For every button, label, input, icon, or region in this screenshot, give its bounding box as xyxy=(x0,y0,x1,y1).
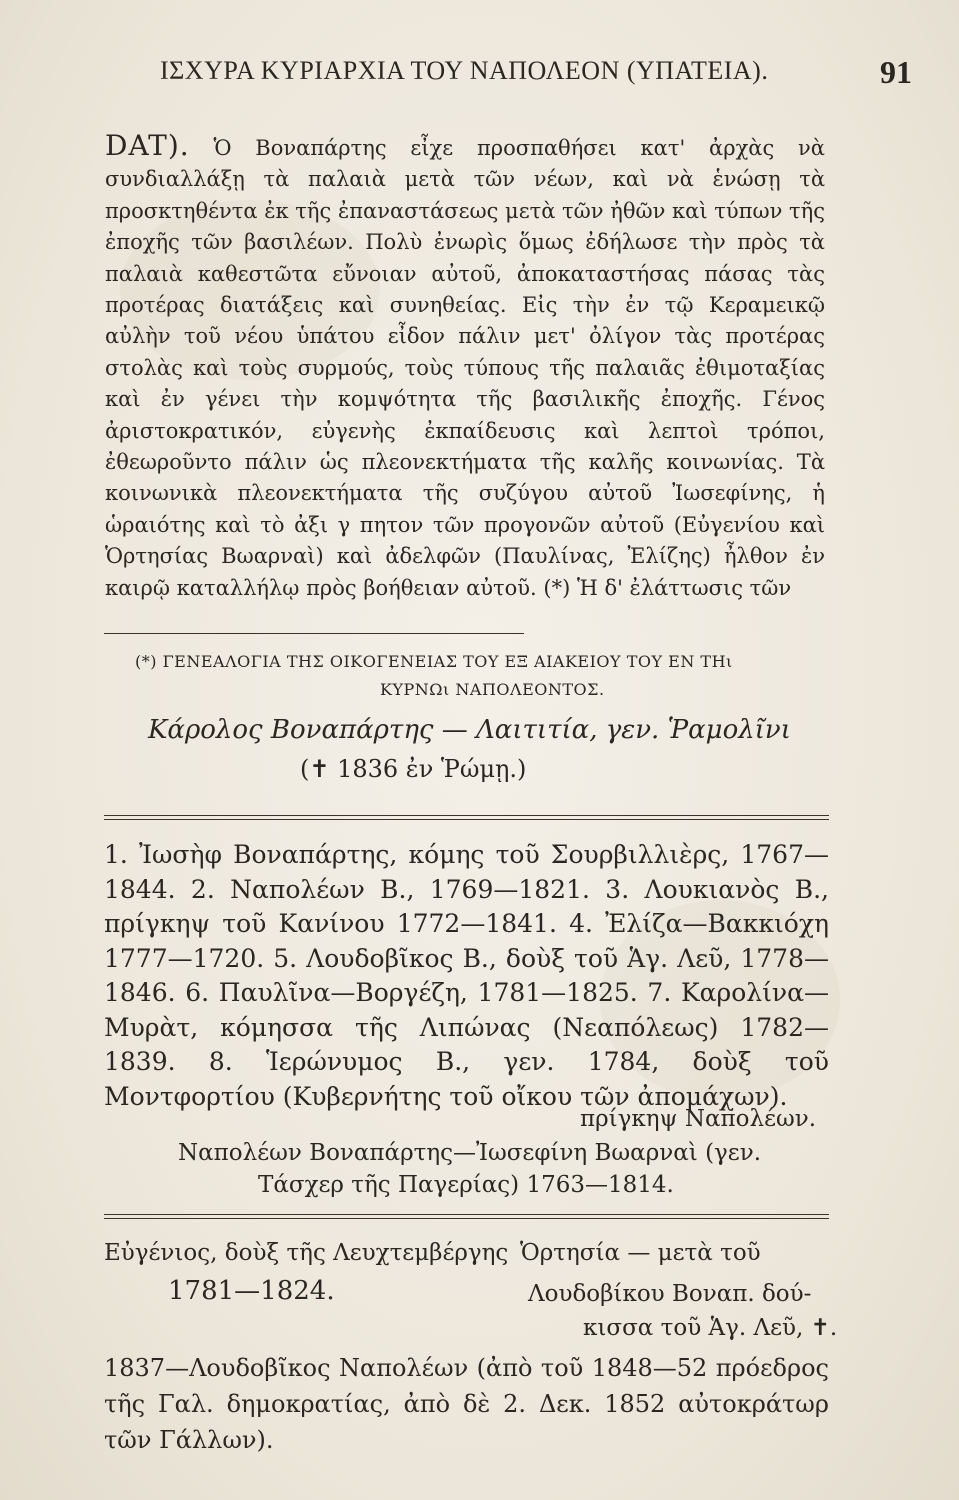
main-paragraph xyxy=(105,130,825,604)
paragraph-text: Ὁ Βοναπάρτης εἶχε προσπαθήσει κατ' ἀρχὰς νὰ συνδιαλλάξῃ τὰ παλαιὰ μετὰ τῶν νέων, καὶ νὰ ἑνώσῃ τὰ προσκτηθέντα ἐκ τῆς ἐπαναστάσεως μετὰ τῶν ἠθῶν καὶ τύπων τῆς ἐποχῆς τῶν βασιλέων. Πολὺ ἐνωρὶς ὅμως ἐδήλωσε τὴν πρὸς τὰ παλαιὰ καθεστῶτα εὔνοιαν αὐτοῦ, ἀποκαταστήσας πάσας τὰς προτέρας διατάξεις καὶ συνηθείας. Εἰς τὴν ἐν τῷ Κεραμεικῷ αὐλὴν τοῦ νέου ὑπάτου εἶδον πάλιν μετ' ὀλίγον τὰς προτέρας στολὰς καὶ τοὺς συρμούς, τοὺς τύπους τῆς παλαιᾶς ἐθιμοταξίας καὶ ἐν γένει τὴν κομψότητα τῆς βασιλικῆς ἐποχῆς. Γένος ἀριστοκρατικόν, εὐγενὴς ἐκπαίδευσις καὶ λεπτοὶ τρόποι, ἐθεωροῦντο πάλιν ὡς πλεονεκτήματα τῆς καλῆς κοινωνίας. Τὰ κοινωνικὰ πλεονεκτήματα τῆς συζύγου αὐτοῦ Ἰωσεφίνης, ἡ ὡραιότης καὶ τὸ ἀξι γ πητον τῶν προγονῶν αὐτοῦ (Εὐγενίου καὶ Ὁρτησίας Βωαρναὶ) καὶ ἀδελφῶν (Παυλίνας, Ἐλίζης) ἦλθον ἐν καιρῷ καταλλήλῳ πρὸς βοήθειαν αὐτοῦ. (*) Ἡ δ' ἐλάττωσις τῶν xyxy=(105,136,825,600)
paragraph-first-word: DAT). xyxy=(105,129,190,162)
genealogy-eugene: Εὐγένιος, δοὺξ τῆς Λευχτεμβέργης xyxy=(104,1240,509,1266)
genealogy-rule xyxy=(104,815,829,820)
genealogy-napoleon-marriage-cont: Τάσχερ τῆς Παγερίας) 1763—1814. xyxy=(258,1172,674,1198)
genealogy-rule xyxy=(104,1214,829,1219)
genealogy-children: 1. Ἰωσὴφ Βοναπάρτης, κόμης τοῦ Σουρβιλλιὲρς, 1767—1844. 2. Ναπολέων Β., 1769—1821. 3. Λουκιανὸς Β., πρίγκηψ τοῦ Κανίνου 1772—1841. 4. Ἐλίζα—Βακκιόχη 1777—1720. 5. Λουδοβῖκος Β., δοὺξ τοῦ Ἁγ. Λεῦ, 1778—1846. 6. Παυλῖνα—Βοργέζη, 1781—1825. 7. Καρολίνα—Μυρὰτ, κόμησσα τῆς Λιπώνας (Νεαπόλεως) 1782—1839. 8. Ἱερώνυμος Β., γεν. 1784, δοὺξ τοῦ Μοντφορτίου (Κυβερνήτης τοῦ οἴκου τῶν ἀπομάχων). xyxy=(104,840,829,1111)
footnote-subtitle: ΚΥΡΝΩι ΝΑΠΟΛΕΟΝΤΟΣ. xyxy=(380,680,605,699)
footnote-separator xyxy=(104,633,524,634)
genealogy-louis-napoleon: 1837—Λουδοβῖκος Ναπολέων (ἀπὸ τοῦ 1848—52 πρόεδρος τῆς Γαλ. δημοκρατίας, ἀπὸ δὲ 2. Δεκ. 1852 αὐτοκράτωρ τῶν Γάλλων). xyxy=(104,1354,829,1454)
page-number: 91 xyxy=(880,54,912,90)
genealogy-hortense: Ὁρτησία — μετὰ τοῦ xyxy=(520,1240,761,1266)
genealogy-hortense-cont: Λουδοβίκου Βοναπ. δού- xyxy=(528,1281,812,1307)
running-head: ΙΣΧΥΡΑ ΚΥΡΙΑΡΧΙΑ ΤΟΥ ΝΑΠΟΛΕΟΝ (ΥΠΑΤΕΙΑ). xyxy=(160,56,769,85)
genealogy-prince-napoleon: πρίγκηψ Ναπολέων. xyxy=(580,1106,817,1132)
genealogy-napoleon-marriage: Ναπολέων Βοναπάρτης—Ἰωσεφίνη Βωαρναὶ (γεν. xyxy=(178,1140,762,1166)
genealogy-parents: Κάρολος Βοναπάρτης — Λαιτιτία, γεν. Ῥαμολῖνι xyxy=(148,715,791,745)
genealogy-parent-death: (✝ 1836 ἐν Ῥώμῃ.) xyxy=(300,755,527,783)
footnote-title: (*) ΓΕΝΕΑΛΟΓΙΑ ΤΗΣ ΟΙΚΟΓΕΝΕΙΑΣ ΤΟΥ ΕΞ ΑΙΑΚΕΙΟΥ ΤΟΥ ΕΝ ΤΗι xyxy=(135,652,733,671)
genealogy-eugene-dates: 1781—1824. xyxy=(168,1276,335,1306)
genealogy-hortense-cont-2: κισσα τοῦ Ἁγ. Λεῦ, ✝. xyxy=(583,1315,838,1341)
